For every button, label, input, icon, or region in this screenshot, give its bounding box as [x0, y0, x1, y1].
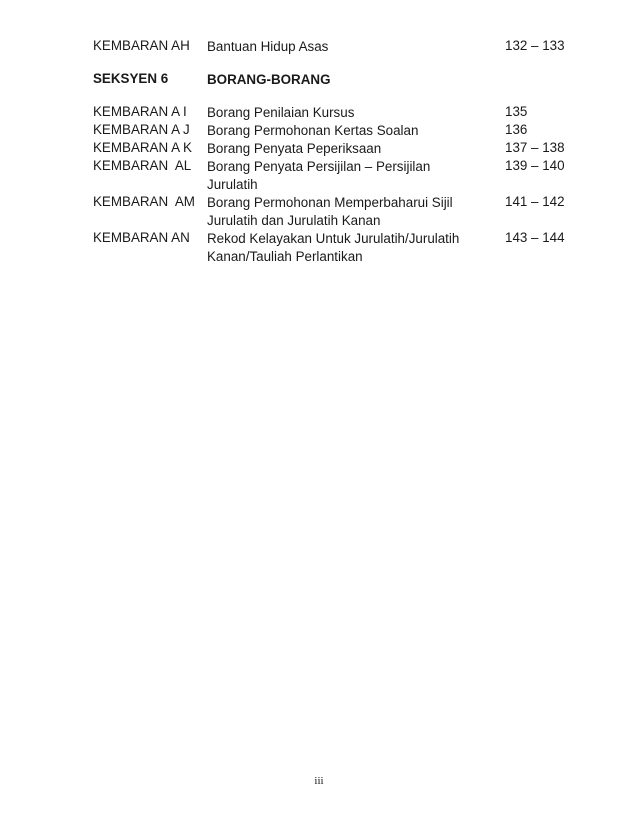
toc-code: KEMBARAN AH — [93, 38, 190, 53]
toc-code: KEMBARAN AN — [93, 230, 190, 245]
toc-title-line: Rekod Kelayakan Untuk Jurulatih/Jurulatih — [207, 231, 460, 246]
toc-title: Borang Penyata Peperiksaan — [207, 141, 382, 156]
toc-title-line: Jurulatih — [207, 177, 258, 192]
toc-code: KEMBARAN A I — [93, 104, 187, 119]
toc-code: KEMBARAN AM — [93, 194, 195, 209]
section-heading-row — [0, 71, 638, 107]
toc-pages: 132 – 133 — [505, 38, 565, 53]
toc-row — [0, 230, 638, 266]
toc-title: Borang Penilaian Kursus — [207, 105, 355, 120]
toc-row — [0, 38, 638, 74]
toc-pages: 135 — [505, 104, 528, 119]
toc-row — [0, 194, 638, 230]
toc-row — [0, 158, 638, 194]
page-number: iii — [314, 775, 324, 787]
toc-title — [207, 194, 497, 230]
toc-title-line: Kanan/Tauliah Perlantikan — [207, 249, 363, 264]
toc-pages: 139 – 140 — [505, 158, 565, 173]
toc-title: Bantuan Hidup Asas — [207, 39, 329, 54]
toc-pages: 136 — [505, 122, 528, 137]
toc-title-line: Borang Permohonan Memperbaharui Sijil — [207, 195, 453, 210]
toc-pages: 141 – 142 — [505, 194, 565, 209]
toc-pages: 143 – 144 — [505, 230, 565, 245]
toc-title — [207, 230, 497, 266]
toc-title-line: Jurulatih dan Jurulatih Kanan — [207, 213, 381, 228]
toc-pages: 137 – 138 — [505, 140, 565, 155]
section-code: SEKSYEN 6 — [93, 71, 169, 86]
toc-title-line: Borang Penyata Persijilan – Persijilan — [207, 159, 431, 174]
toc-code: KEMBARAN AL — [93, 158, 192, 173]
section-title: BORANG-BORANG — [207, 72, 331, 87]
toc-code: KEMBARAN A J — [93, 122, 190, 137]
toc-title: Borang Permohonan Kertas Soalan — [207, 123, 419, 138]
toc-title — [207, 158, 497, 194]
toc-code: KEMBARAN A K — [93, 140, 192, 155]
